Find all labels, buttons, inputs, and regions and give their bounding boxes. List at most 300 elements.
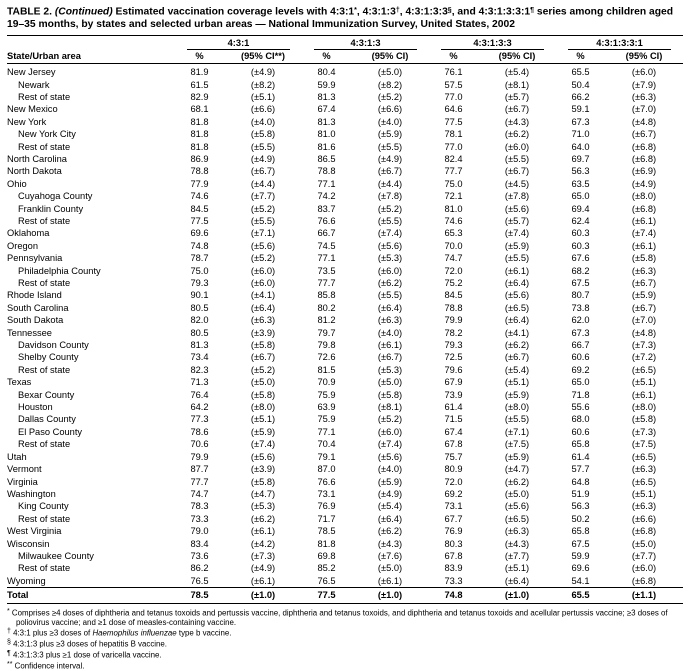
pct-cell: 86.9 bbox=[190, 153, 209, 164]
ci-cell: (±5.8) bbox=[377, 389, 403, 400]
pct-cell: 79.8 bbox=[317, 340, 336, 351]
table-row bbox=[7, 575, 683, 588]
ci-cell: (±6.3) bbox=[377, 315, 403, 326]
table-row bbox=[7, 141, 683, 153]
pct-cell: 66.7 bbox=[571, 340, 590, 351]
pct-cell: 87.0 bbox=[317, 464, 336, 475]
table-row bbox=[7, 64, 683, 79]
pct-cell: 60.6 bbox=[571, 352, 590, 363]
pct-cell: 61.4 bbox=[571, 451, 590, 462]
pct-cell: 70.0 bbox=[444, 240, 463, 251]
area-cell: New York City bbox=[18, 129, 76, 140]
area-cell: Oregon bbox=[7, 240, 39, 251]
area-cell: Rest of state bbox=[18, 91, 71, 102]
pct-cell: 59.9 bbox=[571, 550, 590, 561]
ci-cell: (±5.6) bbox=[250, 451, 276, 462]
ci-cell: (±5.2) bbox=[250, 253, 276, 264]
table-row bbox=[7, 153, 683, 165]
ci-cell: (±6.1) bbox=[377, 575, 403, 586]
table-body bbox=[7, 64, 683, 588]
pct-cell: 72.0 bbox=[444, 265, 463, 276]
pct-cell: 86.5 bbox=[317, 153, 336, 164]
ci-cell: (±5.2) bbox=[377, 91, 403, 102]
table-row bbox=[7, 364, 683, 376]
pct-cell: 83.7 bbox=[317, 203, 336, 214]
pct-cell: 67.7 bbox=[444, 513, 463, 524]
pct-cell: 84.5 bbox=[190, 203, 209, 214]
pct-cell: 67.9 bbox=[444, 377, 463, 388]
area-cell: Newark bbox=[18, 79, 50, 90]
table-row bbox=[7, 252, 683, 264]
pct-cell: 70.6 bbox=[190, 439, 209, 450]
text-segment: 4:3:1 plus ≥3 doses of bbox=[10, 628, 93, 638]
ci-cell: (±4.9) bbox=[250, 563, 276, 574]
pct-cell: 74.8 bbox=[429, 588, 478, 604]
area-cell: Milwaukee County bbox=[18, 550, 94, 561]
ci-cell: (±8.1) bbox=[377, 402, 403, 413]
ci-cell: (±5.1) bbox=[504, 563, 530, 574]
ci-cell: (±6.1) bbox=[631, 215, 657, 226]
pct-cell: 73.9 bbox=[444, 389, 463, 400]
ci-cell: (±4.0) bbox=[377, 116, 403, 127]
pct-cell: 56.3 bbox=[571, 166, 590, 177]
area-cell: New York bbox=[7, 116, 47, 127]
text-segment: , and 4:3:1:3:3:1 bbox=[451, 6, 531, 18]
pct-cell: 69.6 bbox=[571, 563, 590, 574]
pct-cell: 60.3 bbox=[571, 228, 590, 239]
ci-cell: (±6.0) bbox=[250, 265, 276, 276]
ci-cell: (±5.9) bbox=[504, 389, 530, 400]
ci-cell: (±7.5) bbox=[631, 439, 657, 450]
pct-cell: 70.9 bbox=[317, 377, 336, 388]
ci-cell: (±5.8) bbox=[631, 414, 657, 425]
ci-cell: (±8.0) bbox=[631, 402, 657, 413]
ci-cell: (±4.7) bbox=[504, 464, 530, 475]
footnote-symbol: ** bbox=[7, 660, 13, 668]
ci-cell: (±6.4) bbox=[377, 513, 403, 524]
ci-cell: (±7.4) bbox=[377, 228, 403, 239]
percent-column-header: % bbox=[302, 50, 351, 64]
pct-cell: 77.7 bbox=[190, 476, 209, 487]
ci-cell: (±5.8) bbox=[250, 129, 276, 140]
table-row bbox=[7, 302, 683, 314]
ci-cell: (±6.3) bbox=[631, 501, 657, 512]
ci-cell: (±6.4) bbox=[504, 315, 530, 326]
area-cell: Dallas County bbox=[18, 414, 76, 425]
pct-cell: 73.3 bbox=[444, 575, 463, 586]
ci-cell: (±6.5) bbox=[504, 513, 530, 524]
ci-cell: (±5.5) bbox=[250, 141, 276, 152]
ci-cell: (±6.4) bbox=[377, 302, 403, 313]
pct-cell: 80.2 bbox=[317, 302, 336, 313]
ci-cell: (±5.7) bbox=[504, 215, 530, 226]
area-cell: Tennessee bbox=[7, 327, 52, 338]
pct-cell: 63.9 bbox=[317, 402, 336, 413]
pct-cell: 82.3 bbox=[190, 364, 209, 375]
ci-cell: (±4.9) bbox=[631, 178, 657, 189]
ci-cell: (±4.0) bbox=[377, 464, 403, 475]
ci-cell: (±8.1) bbox=[504, 79, 530, 90]
pct-cell: 71.7 bbox=[317, 513, 336, 524]
pct-cell: 77.1 bbox=[317, 253, 336, 264]
footnote-symbol: † bbox=[395, 7, 400, 14]
text-segment: , 4:3:1:3:3 bbox=[399, 6, 448, 18]
pct-cell: 85.8 bbox=[317, 290, 336, 301]
area-cell: Davidson County bbox=[18, 340, 89, 351]
ci-cell: (±5.0) bbox=[377, 377, 403, 388]
pct-cell: 75.0 bbox=[444, 178, 463, 189]
ci-cell: (±8.0) bbox=[631, 191, 657, 202]
ci-cell: (±6.7) bbox=[377, 352, 403, 363]
text-segment: 4:3:1:3 plus ≥3 doses of hepatitis B vaccine. bbox=[10, 639, 168, 649]
pct-cell: 75.0 bbox=[190, 265, 209, 276]
ci-cell: (±7.4) bbox=[377, 439, 403, 450]
pct-cell: 65.0 bbox=[571, 377, 590, 388]
table-row bbox=[7, 327, 683, 339]
table-row bbox=[7, 203, 683, 215]
percent-column-header: % bbox=[429, 50, 478, 64]
footnote bbox=[7, 627, 683, 638]
series-group-header bbox=[175, 36, 302, 51]
pct-cell: 69.8 bbox=[317, 550, 336, 561]
ci-cell: (±7.5) bbox=[504, 439, 530, 450]
pct-cell: 81.3 bbox=[190, 340, 209, 351]
ci-cell: (±4.4) bbox=[377, 178, 403, 189]
ci-cell: (±5.1) bbox=[250, 414, 276, 425]
pct-cell: 55.6 bbox=[571, 402, 590, 413]
ci-cell: (±6.1) bbox=[631, 389, 657, 400]
pct-cell: 78.5 bbox=[317, 526, 336, 537]
ci-cell: (±6.8) bbox=[631, 153, 657, 164]
pct-cell: 90.1 bbox=[190, 290, 209, 301]
ci-cell: (±5.9) bbox=[250, 426, 276, 437]
area-cell: Wyoming bbox=[7, 575, 46, 586]
ci-cell: (±6.3) bbox=[631, 464, 657, 475]
table-row bbox=[7, 500, 683, 512]
pct-cell: 75.2 bbox=[444, 278, 463, 288]
pct-cell: 75.9 bbox=[317, 389, 336, 400]
table-row bbox=[7, 339, 683, 351]
ci-cell: (±5.3) bbox=[377, 253, 403, 264]
pct-cell: 73.6 bbox=[190, 550, 209, 561]
ci-cell: (±6.2) bbox=[377, 278, 403, 288]
pct-cell: 68.1 bbox=[190, 104, 209, 115]
pct-cell: 81.8 bbox=[190, 129, 209, 140]
pct-cell: 62.4 bbox=[571, 215, 590, 226]
ci-cell: (±5.2) bbox=[377, 414, 403, 425]
pct-cell: 65.5 bbox=[556, 588, 605, 604]
ci-column-header: (95% CI) bbox=[605, 50, 683, 64]
pct-cell: 67.6 bbox=[571, 253, 590, 264]
table-row bbox=[7, 488, 683, 500]
pct-cell: 77.3 bbox=[190, 414, 209, 425]
pct-cell: 87.7 bbox=[190, 464, 209, 475]
pct-cell: 71.0 bbox=[571, 129, 590, 140]
pct-cell: 67.4 bbox=[317, 104, 336, 115]
subheader-row bbox=[7, 50, 683, 64]
area-cell: Virginia bbox=[7, 476, 38, 487]
text-segment: , 4:3:1:3 bbox=[356, 6, 396, 18]
table-row bbox=[7, 525, 683, 537]
pct-cell: 61.4 bbox=[444, 402, 463, 413]
ci-cell: (±7.0) bbox=[631, 315, 657, 326]
pct-cell: 50.4 bbox=[571, 79, 590, 90]
pct-cell: 65.8 bbox=[571, 526, 590, 537]
pct-cell: 72.6 bbox=[317, 352, 336, 363]
pct-cell: 80.5 bbox=[190, 327, 209, 338]
table-row bbox=[7, 79, 683, 91]
pct-cell: 84.5 bbox=[444, 290, 463, 301]
pct-cell: 78.6 bbox=[190, 426, 209, 437]
ci-cell: (±4.7) bbox=[250, 488, 276, 499]
area-cell: El Paso County bbox=[18, 426, 83, 437]
ci-cell: (±6.7) bbox=[250, 352, 276, 363]
ci-cell: (±6.0) bbox=[377, 265, 403, 276]
pct-cell: 64.0 bbox=[571, 141, 590, 152]
ci-cell: (±1.1) bbox=[605, 588, 683, 604]
table-title bbox=[7, 5, 683, 32]
ci-cell: (±8.0) bbox=[504, 402, 530, 413]
pct-cell: 76.5 bbox=[317, 575, 336, 586]
series-group-header bbox=[556, 36, 683, 51]
ci-cell: (±6.0) bbox=[250, 278, 276, 288]
pct-cell: 65.8 bbox=[571, 439, 590, 450]
ci-cell: (±6.1) bbox=[631, 240, 657, 251]
area-cell: Franklin County bbox=[18, 203, 84, 214]
pct-cell: 73.4 bbox=[190, 352, 209, 363]
ci-cell: (±4.9) bbox=[250, 153, 276, 164]
pct-cell: 77.0 bbox=[444, 141, 463, 152]
pct-cell: 76.9 bbox=[444, 526, 463, 537]
ci-cell: (±6.0) bbox=[504, 141, 530, 152]
ci-cell: (±5.6) bbox=[250, 240, 276, 251]
pct-cell: 69.4 bbox=[571, 203, 590, 214]
ci-cell: (±5.4) bbox=[504, 364, 530, 375]
ci-cell: (±5.1) bbox=[631, 488, 657, 499]
ci-column-header: (95% CI) bbox=[478, 50, 556, 64]
table-row bbox=[7, 215, 683, 227]
ci-cell: (±1.0) bbox=[224, 588, 302, 604]
area-cell: Wisconsin bbox=[7, 538, 50, 549]
pct-cell: 78.2 bbox=[444, 327, 463, 338]
text-segment: (Continued) bbox=[54, 6, 113, 18]
ci-cell: (±7.0) bbox=[631, 104, 657, 115]
ci-column-header: (95% CI**) bbox=[224, 50, 302, 64]
pct-cell: 80.7 bbox=[571, 290, 590, 301]
ci-cell: (±6.2) bbox=[377, 526, 403, 537]
ci-cell: (±4.8) bbox=[631, 327, 657, 338]
footnotes bbox=[7, 607, 683, 671]
ci-cell: (±4.3) bbox=[504, 116, 530, 127]
ci-cell: (±5.8) bbox=[250, 476, 276, 487]
table-row bbox=[7, 227, 683, 239]
ci-cell: (±5.6) bbox=[504, 290, 530, 301]
area-cell: Philadelphia County bbox=[18, 265, 101, 276]
ci-cell: (±5.5) bbox=[504, 253, 530, 264]
pct-cell: 69.2 bbox=[444, 488, 463, 499]
pct-cell: 71.3 bbox=[190, 377, 209, 388]
footnote-symbol: § bbox=[447, 7, 452, 14]
ci-cell: (±6.6) bbox=[377, 104, 403, 115]
ci-cell: (±7.1) bbox=[250, 228, 276, 239]
pct-cell: 73.1 bbox=[317, 488, 336, 499]
text-segment: TABLE 2. bbox=[7, 6, 55, 18]
ci-cell: (±6.4) bbox=[250, 302, 276, 313]
pct-cell: 74.7 bbox=[190, 488, 209, 499]
pct-cell: 83.4 bbox=[190, 538, 209, 549]
pct-cell: 69.7 bbox=[571, 153, 590, 164]
ci-cell: (±6.6) bbox=[250, 104, 276, 115]
ci-cell: (±5.9) bbox=[377, 129, 403, 140]
ci-cell: (±6.9) bbox=[631, 166, 657, 177]
ci-cell: (±6.1) bbox=[250, 575, 276, 586]
series-group-header bbox=[302, 36, 429, 51]
ci-cell: (±5.9) bbox=[631, 290, 657, 301]
ci-cell: (±8.2) bbox=[250, 79, 276, 90]
ci-cell: (±5.0) bbox=[631, 538, 657, 549]
ci-cell: (±4.8) bbox=[631, 116, 657, 127]
area-column-header: State/Urban area bbox=[7, 50, 175, 64]
pct-cell: 72.0 bbox=[444, 476, 463, 487]
ci-cell: (±4.9) bbox=[250, 67, 276, 78]
ci-cell: (±4.3) bbox=[377, 538, 403, 549]
ci-cell: (±5.8) bbox=[631, 253, 657, 264]
area-cell: Oklahoma bbox=[7, 228, 50, 239]
ci-cell: (±6.7) bbox=[631, 129, 657, 140]
series-group-label: 4:3:1:3:3 bbox=[441, 38, 544, 50]
ci-cell: (±7.6) bbox=[377, 550, 403, 561]
pct-cell: 77.7 bbox=[444, 166, 463, 177]
pct-cell: 56.3 bbox=[571, 501, 590, 512]
pct-cell: 75.7 bbox=[444, 451, 463, 462]
pct-cell: 79.3 bbox=[444, 340, 463, 351]
table-total-section bbox=[7, 588, 683, 604]
table-row bbox=[7, 265, 683, 277]
table-row bbox=[7, 128, 683, 140]
ci-cell: (±6.7) bbox=[504, 104, 530, 115]
pct-cell: 80.4 bbox=[317, 67, 336, 78]
table-row bbox=[7, 190, 683, 202]
area-cell: North Carolina bbox=[7, 153, 67, 164]
area-cell: Rest of state bbox=[18, 141, 71, 152]
table-row bbox=[7, 91, 683, 103]
pct-cell: 77.7 bbox=[317, 278, 336, 288]
footnote-symbol: ¶ bbox=[530, 7, 535, 14]
ci-cell: (±5.6) bbox=[377, 240, 403, 251]
ci-cell: (±6.5) bbox=[631, 476, 657, 487]
text-segment: type b vaccine. bbox=[176, 628, 232, 638]
area-cell: Rest of state bbox=[18, 278, 71, 288]
ci-cell: (±7.9) bbox=[631, 79, 657, 90]
table-row bbox=[7, 103, 683, 115]
area-cell: Shelby County bbox=[18, 352, 79, 363]
area-cell: Rest of state bbox=[18, 563, 71, 574]
table-row bbox=[7, 476, 683, 488]
ci-cell: (±8.2) bbox=[377, 79, 403, 90]
ci-cell: (±5.8) bbox=[250, 389, 276, 400]
area-cell: Pennsylvania bbox=[7, 253, 63, 264]
ci-cell: (±6.5) bbox=[631, 364, 657, 375]
ci-cell: (±7.4) bbox=[631, 228, 657, 239]
percent-column-header: % bbox=[556, 50, 605, 64]
pct-cell: 50.2 bbox=[571, 513, 590, 524]
table-row bbox=[7, 376, 683, 388]
pct-cell: 70.4 bbox=[317, 439, 336, 450]
text-segment: series among children aged 19–35 months, by states and selected urban areas — National Immunization Survey, United States, 2002 bbox=[7, 6, 674, 31]
text-segment: Haemophilus influenzae bbox=[92, 628, 177, 638]
pct-cell: 51.9 bbox=[571, 488, 590, 499]
ci-cell: (±5.0) bbox=[377, 67, 403, 78]
pct-cell: 80.5 bbox=[190, 302, 209, 313]
pct-cell: 59.1 bbox=[571, 104, 590, 115]
ci-column-header: (95% CI) bbox=[351, 50, 429, 64]
area-cell: Vermont bbox=[7, 464, 42, 475]
ci-cell: (±5.2) bbox=[250, 203, 276, 214]
ci-cell: (±5.2) bbox=[377, 203, 403, 214]
ci-cell: (±5.3) bbox=[250, 501, 276, 512]
table-row bbox=[7, 165, 683, 177]
pct-cell: 78.3 bbox=[190, 501, 209, 512]
area-cell: South Dakota bbox=[7, 315, 64, 326]
area-cell: Rhode Island bbox=[7, 290, 62, 301]
area-cell: Houston bbox=[18, 402, 53, 413]
pct-cell: 83.9 bbox=[444, 563, 463, 574]
group-header-row bbox=[7, 36, 683, 51]
footnote bbox=[7, 649, 683, 660]
pct-cell: 67.8 bbox=[444, 439, 463, 450]
footnote-symbol: ¶ bbox=[7, 649, 11, 657]
ci-cell: (±6.1) bbox=[504, 265, 530, 276]
footnote-symbol: * bbox=[354, 7, 357, 14]
table-row bbox=[7, 538, 683, 550]
series-group-label: 4:3:1:3:3:1 bbox=[568, 38, 671, 50]
ci-cell: (±5.0) bbox=[250, 377, 276, 388]
ci-cell: (±5.6) bbox=[504, 203, 530, 214]
ci-cell: (±7.3) bbox=[631, 340, 657, 351]
ci-cell: (±6.4) bbox=[504, 278, 530, 288]
ci-cell: (±4.0) bbox=[250, 116, 276, 127]
area-cell: Ohio bbox=[7, 178, 27, 189]
ci-cell: (±6.1) bbox=[250, 526, 276, 537]
ci-cell: (±6.3) bbox=[504, 526, 530, 537]
area-cell: South Carolina bbox=[7, 302, 69, 313]
table-row bbox=[7, 178, 683, 190]
ci-cell: (±7.4) bbox=[504, 228, 530, 239]
ci-cell: (±6.2) bbox=[250, 513, 276, 524]
pct-cell: 79.9 bbox=[190, 451, 209, 462]
pct-cell: 59.9 bbox=[317, 79, 336, 90]
percent-column-header: % bbox=[175, 50, 224, 64]
table-row bbox=[7, 289, 683, 301]
ci-cell: (±6.7) bbox=[250, 166, 276, 177]
pct-cell: 85.2 bbox=[317, 563, 336, 574]
pct-cell: 73.1 bbox=[444, 501, 463, 512]
pct-cell: 69.6 bbox=[190, 228, 209, 239]
ci-cell: (±6.3) bbox=[631, 91, 657, 102]
pct-cell: 76.9 bbox=[317, 501, 336, 512]
area-cell: Texas bbox=[7, 377, 32, 388]
ci-cell: (±3.9) bbox=[250, 327, 276, 338]
pct-cell: 77.0 bbox=[444, 91, 463, 102]
ci-cell: (±5.5) bbox=[377, 215, 403, 226]
pct-cell: 64.2 bbox=[190, 402, 209, 413]
series-group-label: 4:3:1 bbox=[187, 38, 290, 50]
pct-cell: 67.8 bbox=[444, 550, 463, 561]
area-cell: New Mexico bbox=[7, 104, 58, 115]
pct-cell: 77.5 bbox=[302, 588, 351, 604]
pct-cell: 74.6 bbox=[190, 191, 209, 202]
ci-cell: (±6.7) bbox=[631, 302, 657, 313]
